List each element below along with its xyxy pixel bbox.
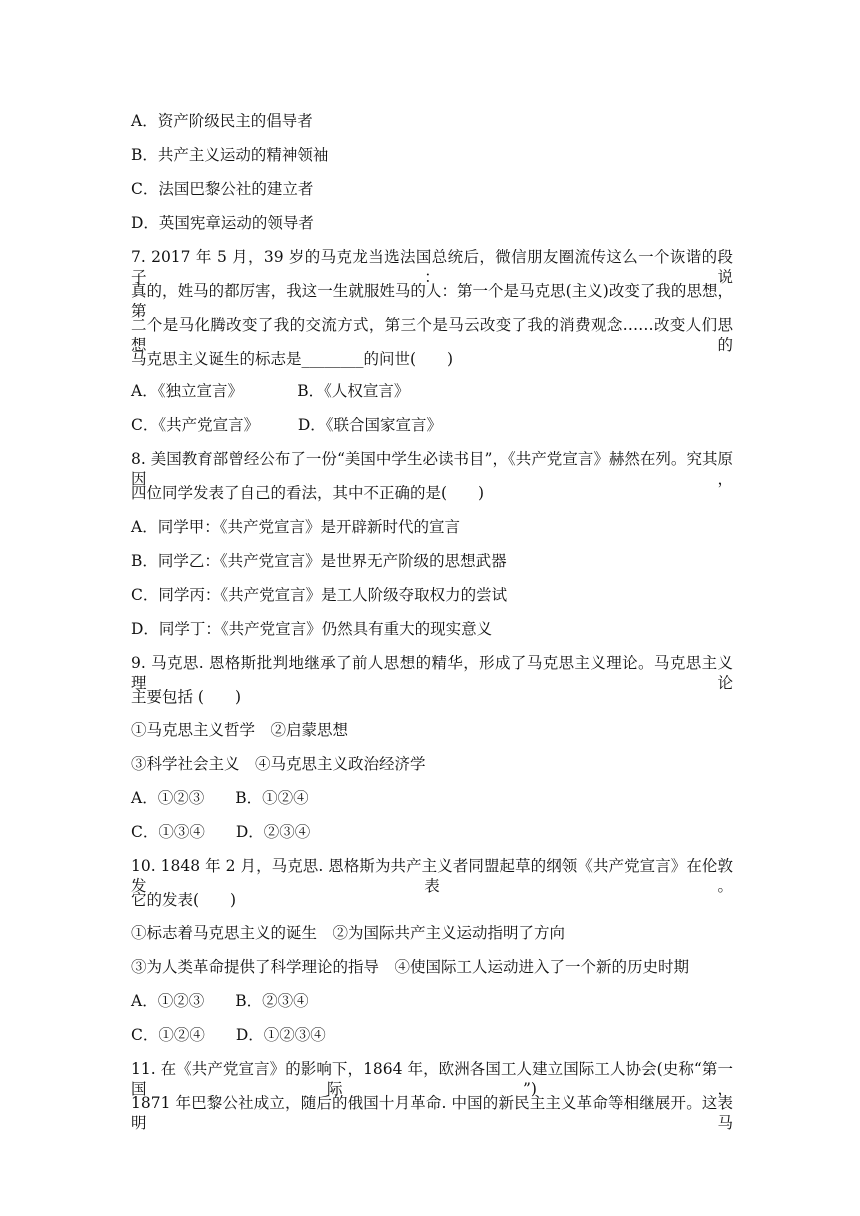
q9-item-line: ③科学社会主义 ④马克思主义政治经济学	[131, 755, 426, 773]
q9-item-line: ①马克思主义哲学 ②启蒙思想	[131, 721, 349, 739]
q9-stem-line: 9. 马克思. 恩格斯批判地继承了前人思想的精华，形成了马克思主义理论。马克思主义理论	[131, 654, 733, 692]
q6-option-c: C．法国巴黎公社的建立者	[131, 180, 314, 198]
q10-item-line: ①标志着马克思主义的诞生 ②为国际共产主义运动指明了方向	[131, 924, 566, 942]
q11-stem-line: 1871 年巴黎公社成立，随后的俄国十月革命. 中国的新民主主义革命等相继展开。这表明马	[131, 1094, 733, 1132]
q7-stem-line: 真的，姓马的都厉害，我这一生就服姓马的人：第一个是马克思(主义)改变了我的思想，第	[131, 282, 733, 320]
q9-options-cd: C．①③④ D．②③④	[131, 823, 311, 841]
q10-stem-line: 它的发表( )	[131, 891, 237, 909]
q6-option-b: B．共产主义运动的精神领袖	[131, 146, 329, 164]
q10-stem-line: 10. 1848 年 2 月，马克思. 恩格斯为共产主义者同盟起草的纲领《共产党宣言》在伦敦发表。	[131, 857, 733, 895]
q7-options-cd: C．《共产党宣言》 D．《联合国家宣言》	[131, 416, 443, 434]
q6-option-d: D．英国宪章运动的领导者	[131, 214, 314, 232]
q10-options-cd: C．①②④ D．①②③④	[131, 1026, 326, 1044]
q10-options-ab: A．①②③ B．②③④	[131, 992, 309, 1010]
q8-option-d: D．同学丁：《共产党宣言》仍然具有重大的现实意义	[131, 620, 493, 638]
q7-stem-line: 马克思主义诞生的标志是________的问世( )	[131, 350, 454, 368]
q7-stem-line: 7. 2017 年 5 月，39 岁的马克龙当选法国总统后，微信朋友圈流传这么一个诙谐的段子：说	[131, 248, 733, 286]
q11-stem-line: 11. 在《共产党宣言》的影响下，1864 年，欧洲各国工人建立国际工人协会(史称“第一国际”)，	[131, 1060, 733, 1098]
q8-stem-line: 8. 美国教育部曾经公布了一份“美国中学生必读书目”，《共产党宣言》赫然在列。究其原因，	[131, 450, 733, 488]
q8-option-c: C．同学丙：《共产党宣言》是工人阶级夺取权力的尝试	[131, 586, 508, 604]
q8-option-b: B．同学乙：《共产党宣言》是世界无产阶级的思想武器	[131, 552, 507, 570]
q6-option-a: A．资产阶级民主的倡导者	[131, 112, 313, 130]
q7-options-ab: A．《独立宣言》 B．《人权宣言》	[131, 382, 410, 400]
q8-stem-line: 四位同学发表了自己的看法，其中不正确的是( )	[131, 484, 485, 502]
q8-option-a: A．同学甲：《共产党宣言》是开辟新时代的宣言	[131, 518, 460, 536]
q7-stem-line: 二个是马化腾改变了我的交流方式，第三个是马云改变了我的消费观念……改变人们思想的	[131, 316, 733, 354]
q10-item-line: ③为人类革命提供了科学理论的指导 ④使国际工人运动进入了一个新的历史时期	[131, 958, 690, 976]
q9-options-ab: A．①②③ B．①②④	[131, 789, 309, 807]
q9-stem-line: 主要包括 ( )	[131, 688, 242, 706]
